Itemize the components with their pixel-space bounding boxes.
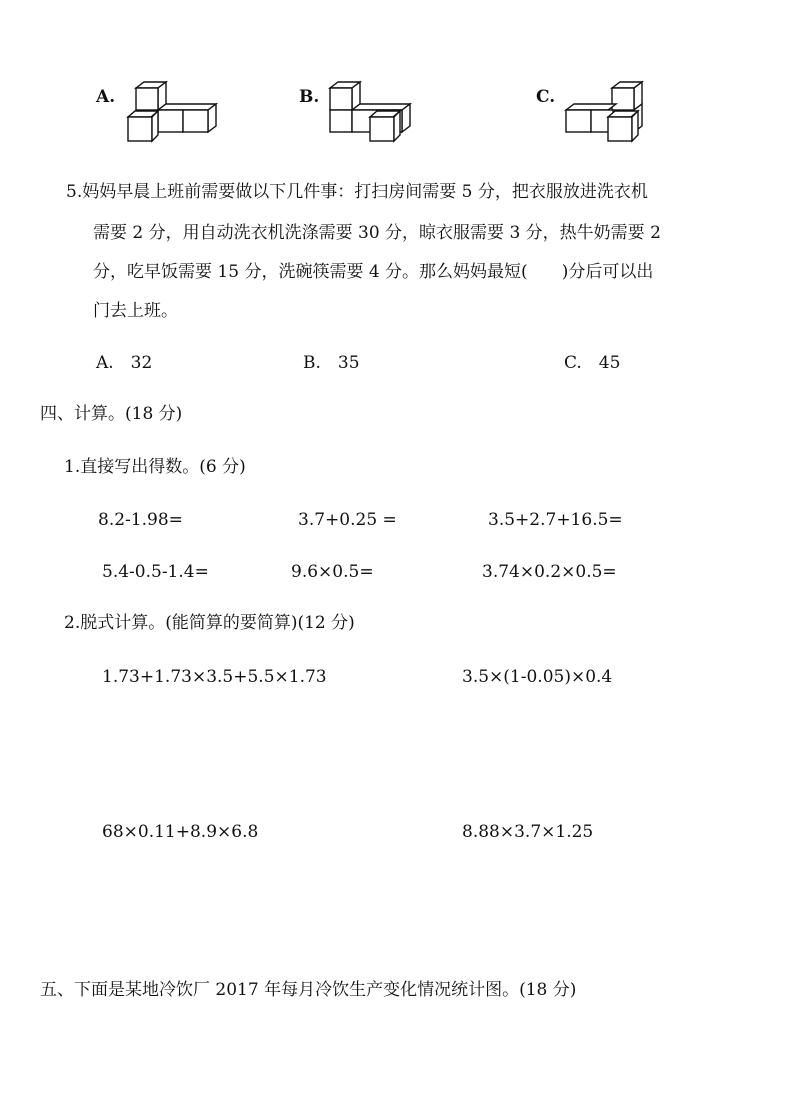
q5-option-c: C. 45 [564,353,621,373]
stepwise-calc-item: 3.5×(1-0.05)×0.4 [462,667,613,687]
section4-part1-title: 1.直接写出得数。(6 分) [64,457,246,477]
stepwise-calc-item: 1.73+1.73×3.5+5.5×1.73 [102,667,327,687]
cube-figure-b [322,80,422,150]
figure-option-c-label: C. [536,87,556,107]
stepwise-calc-item: 68×0.11+8.9×6.8 [102,822,259,842]
section5-heading: 五、下面是某地冷饮厂 2017 年每月冷饮生产变化情况统计图。(18 分) [40,980,577,1000]
q5-line-2: 需要 2 分，用自动洗衣机洗涤需要 30 分，晾衣服需要 3 分，热牛奶需要 2 [93,223,661,243]
section4-heading: 四、计算。(18 分) [40,404,183,424]
q5-option-a: A. 32 [96,353,153,373]
oral-calc-item: 3.7+0.25 = [298,510,397,530]
q5-line-1: 5.妈妈早晨上班前需要做以下几件事：打扫房间需要 5 分，把衣服放进洗衣机 [66,182,648,202]
oral-calc-item: 8.2-1.98= [98,510,183,530]
q5-option-b: B. 35 [303,353,360,373]
oral-calc-item: 3.74×0.2×0.5= [482,562,617,582]
figure-option-a-label: A. [96,87,116,107]
cube-figure-c [560,80,660,150]
cube-figure-a [122,80,222,150]
q5-line-3: 分，吃早饭需要 15 分，洗碗筷需要 4 分。那么妈妈最短( )分后可以出 [93,262,654,282]
figure-option-b-label: B. [299,87,320,107]
oral-calc-item: 5.4-0.5-1.4= [102,562,209,582]
oral-calc-item: 9.6×0.5= [291,562,374,582]
q5-line-4: 门去上班。 [93,301,178,321]
section4-part2-title: 2.脱式计算。(能简算的要简算)(12 分) [64,613,355,633]
stepwise-calc-item: 8.88×3.7×1.25 [462,822,594,842]
oral-calc-item: 3.5+2.7+16.5= [488,510,623,530]
